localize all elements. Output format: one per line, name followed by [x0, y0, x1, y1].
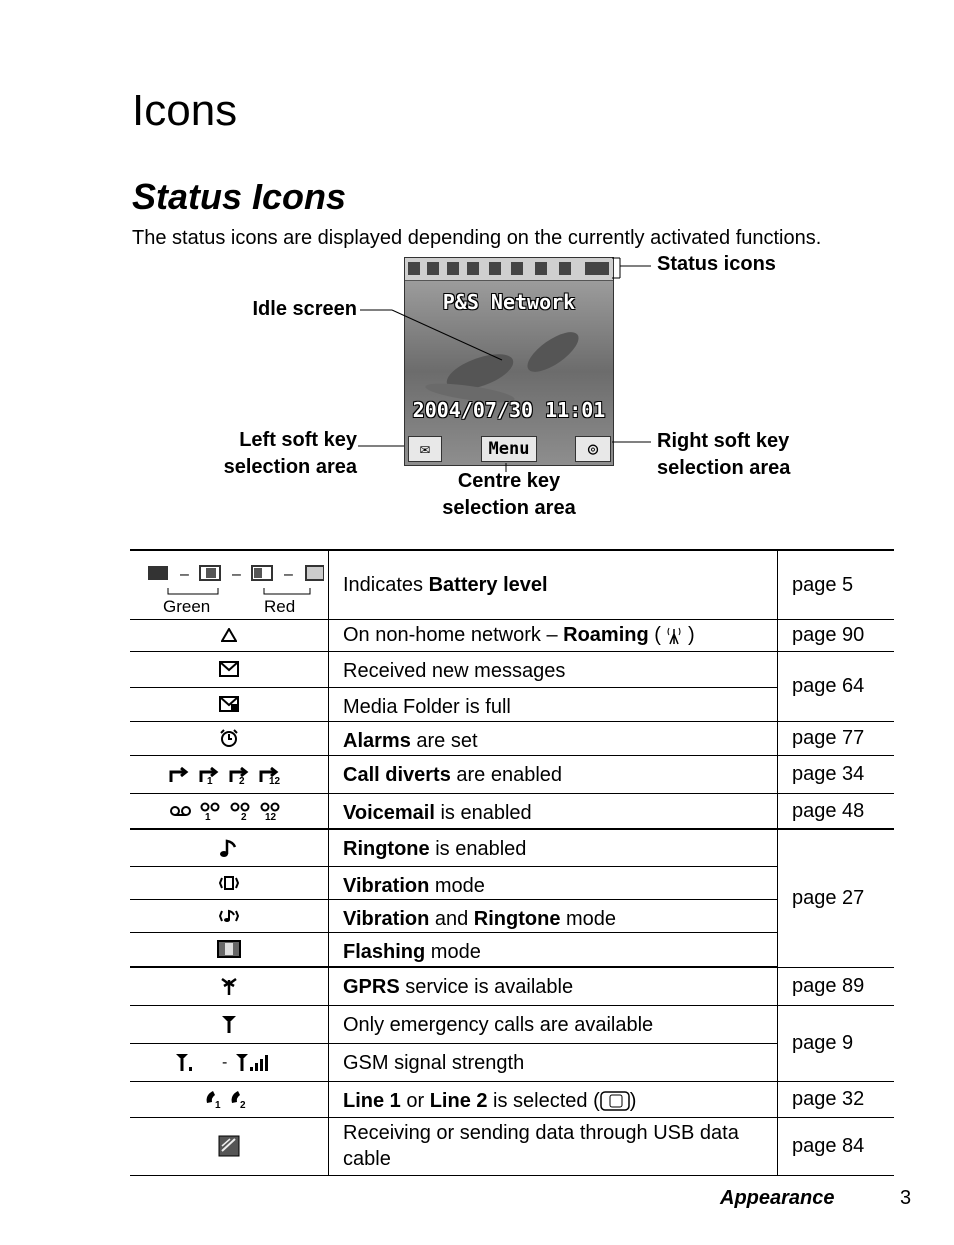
desc-text: On non-home network – — [343, 624, 564, 646]
line-selection-icons — [130, 1081, 329, 1117]
left-soft-key-line1: Left soft key — [239, 429, 357, 451]
left-soft-key-label — [170, 427, 357, 481]
page-number: 3 — [900, 1187, 912, 1209]
desc-bold: Battery level — [428, 573, 548, 596]
right-soft-key-line1: Right soft key — [657, 430, 790, 452]
table-row — [130, 1117, 894, 1175]
table-row — [130, 1081, 894, 1117]
row-description — [329, 721, 778, 755]
idle-screen-label: Idle screen — [252, 298, 357, 320]
svg-text:12: 12 — [269, 776, 281, 785]
desc-text: Only emergency calls are available — [343, 1013, 654, 1036]
desc-bold: Line 1 — [343, 1089, 401, 1112]
datetime: 2004/07/30 11:01 — [412, 398, 606, 422]
desc-text: service is available — [399, 976, 574, 998]
status-icons-label: Status icons — [657, 253, 776, 275]
row-description — [329, 899, 778, 932]
section-title: Status Icons — [132, 176, 347, 217]
left-soft-key-line2: selection area — [223, 456, 357, 478]
page-ref: page 48 — [778, 793, 895, 829]
desc-text: is selected ( — [487, 1089, 600, 1112]
row-description — [329, 1043, 778, 1081]
page-ref: page 27 — [778, 829, 895, 967]
table-row — [130, 651, 894, 687]
svg-text:2: 2 — [241, 811, 247, 821]
desc-text: ( — [648, 624, 667, 646]
page-ref: page 84 — [778, 1117, 895, 1175]
desc-text: mode — [425, 940, 481, 963]
svg-text:–: – — [232, 565, 241, 583]
alarm-icon — [130, 721, 329, 755]
green-label: Green — [163, 596, 211, 616]
desc-text: GSM signal strength — [343, 1051, 525, 1074]
envelope-icon: ✉ — [408, 436, 442, 462]
page-ref: page 89 — [778, 967, 895, 1005]
svg-text:1: 1 — [215, 1100, 221, 1110]
intro-text: The status icons are displayed depending on the currently activated functions. — [132, 227, 822, 249]
flashing-icon — [130, 932, 329, 967]
table-row — [130, 755, 894, 793]
svg-text:–: – — [284, 565, 293, 583]
desc-bold: Vibration — [343, 874, 430, 897]
desc-bold: Call diverts — [343, 763, 451, 786]
desc-text: Indicates — [343, 573, 429, 596]
desc-text: mode — [560, 907, 617, 930]
table-row — [130, 619, 894, 651]
page-ref: page 64 — [778, 651, 895, 721]
table-row — [130, 550, 894, 619]
globe-icon: ◎ — [575, 436, 611, 462]
page-ref: page 32 — [778, 1081, 895, 1117]
red-label: Red — [264, 596, 296, 616]
svg-text:12: 12 — [265, 811, 277, 821]
row-description — [329, 550, 778, 619]
right-soft-key-label — [657, 428, 790, 482]
desc-bold: Vibration — [343, 907, 430, 930]
row-description — [329, 793, 778, 829]
desc-bold: GPRS — [343, 976, 400, 998]
desc-text: are enabled — [450, 763, 563, 786]
key-button-icon — [600, 1091, 630, 1111]
page-ref: page 9 — [778, 1005, 895, 1081]
desc-text: ) — [682, 624, 695, 646]
svg-text:2: 2 — [240, 1100, 246, 1110]
right-soft-key-line2: selection area — [657, 457, 791, 479]
row-description — [329, 829, 778, 866]
desc-text: Receiving or sending data through USB data cable — [343, 1121, 739, 1170]
call-divert-icons — [130, 755, 329, 793]
usb-data-icon — [130, 1117, 329, 1175]
row-description — [329, 651, 778, 687]
desc-text: is enabled — [434, 801, 532, 824]
page-title: Icons — [132, 86, 238, 135]
roaming-icon — [130, 619, 329, 651]
table-row — [130, 793, 894, 829]
new-message-icon — [130, 651, 329, 687]
svg-text:-: - — [222, 1054, 228, 1072]
desc-text: ) — [629, 1089, 637, 1112]
desc-text: are set — [410, 729, 478, 752]
row-description — [329, 932, 778, 967]
vibration-icon — [130, 866, 329, 899]
page-ref: page 5 — [778, 550, 895, 619]
page-ref: page 77 — [778, 721, 895, 755]
desc-text: mode — [429, 874, 485, 897]
desc-bold: Voicemail — [343, 801, 435, 824]
centre-key-label — [409, 468, 609, 522]
table-row — [130, 721, 894, 755]
svg-text:–: – — [180, 565, 189, 583]
page-ref: page 90 — [778, 619, 895, 651]
desc-bold: Alarms — [343, 729, 411, 752]
svg-text:2: 2 — [239, 776, 245, 785]
row-description — [329, 967, 778, 1005]
table-row — [130, 829, 894, 866]
desc-text: Received new messages — [343, 659, 566, 682]
desc-bold: Ringtone — [343, 838, 430, 860]
row-description — [329, 1081, 778, 1117]
table-row — [130, 1005, 894, 1043]
desc-text: Media Folder is full — [343, 695, 511, 718]
desc-bold: Line 2 — [429, 1089, 488, 1112]
emergency-antenna-icon — [130, 1005, 329, 1043]
row-description — [329, 866, 778, 899]
centre-key-line1: Centre key — [457, 470, 561, 492]
status-icons-table — [130, 549, 894, 1176]
svg-text:1: 1 — [205, 811, 211, 821]
desc-text: and — [429, 907, 474, 930]
table-row — [130, 967, 894, 1005]
network-name: P&S Network — [442, 290, 576, 314]
desc-text: or — [400, 1089, 430, 1112]
voicemail-icons — [130, 793, 329, 829]
desc-bold: Ringtone — [473, 907, 561, 930]
centre-key-line2: selection area — [442, 497, 576, 519]
svg-text:1: 1 — [207, 776, 213, 785]
desc-bold: Flashing — [343, 940, 426, 963]
footer-section: Appearance — [720, 1187, 835, 1209]
row-description — [329, 687, 778, 721]
roaming-antenna-icon — [666, 626, 682, 646]
row-description — [329, 755, 778, 793]
ringtone-icon — [130, 829, 329, 866]
media-folder-full-icon — [130, 687, 329, 721]
battery-level-icons — [130, 550, 329, 619]
desc-text: is enabled — [429, 838, 527, 860]
page-ref: page 34 — [778, 755, 895, 793]
row-description — [329, 1005, 778, 1043]
vibration-ringtone-icon — [130, 899, 329, 932]
menu-key: Menu — [481, 436, 537, 462]
desc-bold: Roaming — [563, 624, 649, 646]
gprs-icon — [130, 967, 329, 1005]
signal-strength-icons — [130, 1043, 329, 1081]
row-description — [329, 1117, 778, 1175]
row-description — [329, 619, 778, 651]
